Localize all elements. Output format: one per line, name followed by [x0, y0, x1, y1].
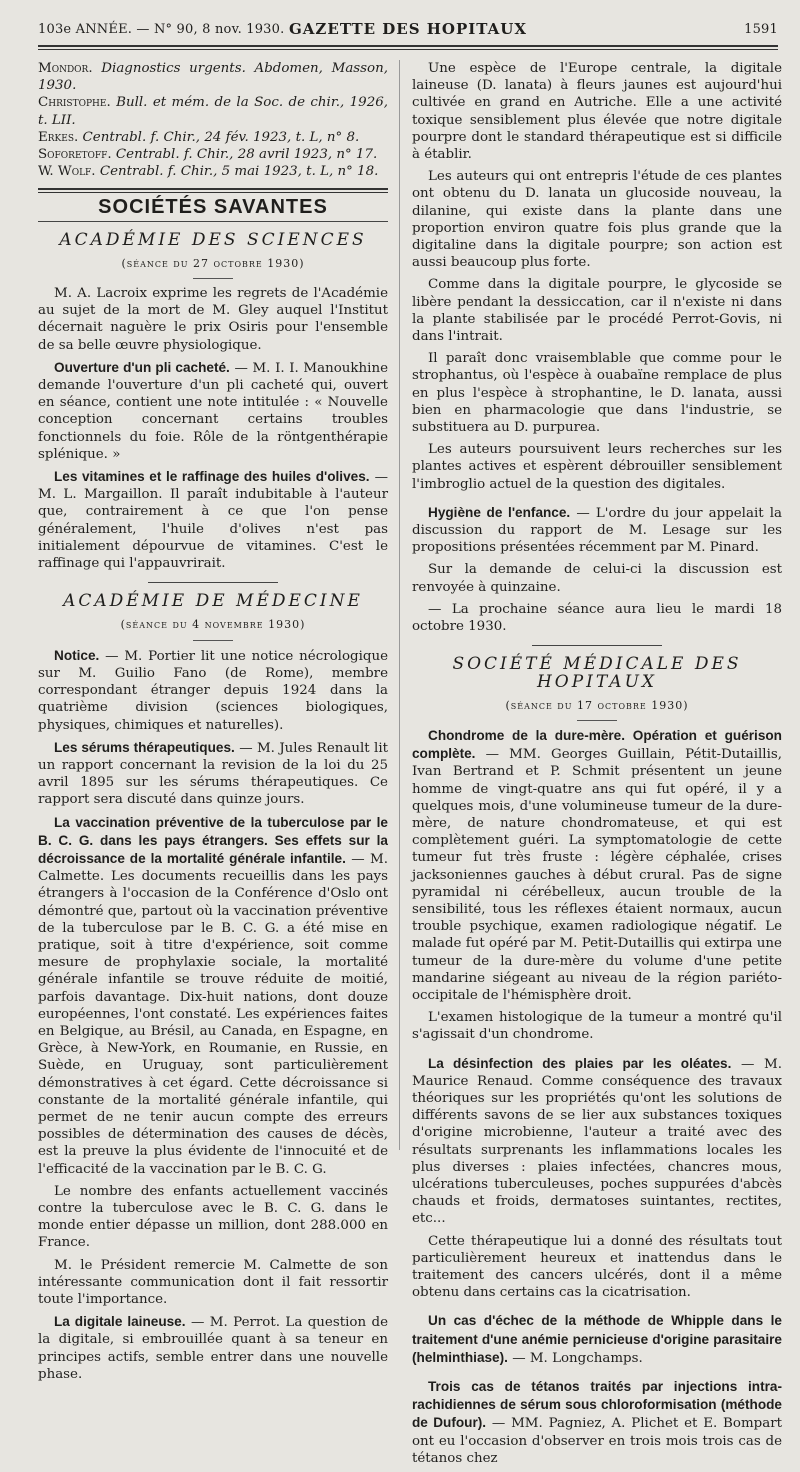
ref-author: Erkes.: [38, 129, 79, 145]
section-title-soc-med: SOCIÉTÉ MÉDICALE DES HOPITAUX: [452, 654, 742, 692]
paragraph-body: — L'ordre du jour appelait la discussion du rapport de M. Lesage sur les propositions présentées récemment par M. Pinard.: [412, 505, 783, 556]
paragraph-lead: La désinfection des plaies par les oléates.: [428, 1055, 732, 1071]
paragraph: Sur la demande de celui-ci la discussion est renvoyée à quinzaine.: [412, 562, 782, 595]
ref-author: Christophe.: [38, 95, 111, 111]
paragraph-lead: Notice.: [54, 647, 100, 663]
paragraph: [412, 727, 782, 1004]
reference-entry: [38, 129, 388, 146]
ref-author: W. Wolf.: [38, 164, 96, 180]
paragraph: [38, 814, 388, 1178]
paragraph: M. A. Lacroix exprime les regrets de l'Académie au sujet de la mort de M. Gley auquel l'Institut décernait naguère le prix Osiris pour l'ensemble de sa belle œuvre physiologique.: [38, 286, 388, 353]
paragraph: [412, 504, 782, 557]
section-rule: [148, 582, 278, 583]
paragraph: [38, 647, 388, 734]
left-column: [38, 60, 388, 1388]
seance-date: (séance du 27 octobre 1930): [121, 256, 305, 270]
short-rule: [577, 720, 617, 721]
column-divider: [399, 60, 400, 1150]
ref-author: Mondor.: [38, 61, 93, 76]
reference-entry: [38, 163, 388, 180]
ref-author: Soforetoff.: [38, 147, 112, 163]
page-number: 1591: [744, 22, 778, 37]
paragraph-lead: Un cas d'échec de la méthode de Whipple dans le traitement d'une anémie pernicieuse d'origine parasitaire (helminthiase).: [412, 1313, 782, 1365]
section-title-sciences: ACADÉMIE DES SCIENCES: [59, 229, 367, 250]
paragraph-lead: Ouverture d'un pli cacheté.: [54, 359, 230, 375]
paragraph: Les auteurs poursuivent leurs recherches sur les plantes actives et espèrent débrouiller sensiblement l'imbroglio actuel de la question des digitales.: [412, 442, 782, 492]
paragraph: [38, 468, 388, 572]
rubric-title: SOCIÉTÉS SAVANTES: [98, 196, 328, 219]
paragraph-body: — M. I. I. Manoukhine demande l'ouverture d'un pli cacheté qui, ouvert en séance, contient une note intitulée : « Nouvelle conception concernant certains troubles fonctionnels du foie. Rôle de la röntgenthérapie splénique. »: [38, 360, 388, 462]
paragraph: Cette thérapeutique lui a donné des résultats tout particulièrement heureux et inattendus dans le traitement des cancers ulcérés, dont il a même obtenu dans certains cas la cicatrisation.: [412, 1233, 782, 1301]
paragraph-body: — M. L. Margaillon. Il paraît indubitable à l'auteur que, contrairement à ce que l'on pense généralement, l'huile d'olives n'est pas initialement dépourvue de vitamines. C'est le raffinage qui l'appauvrirait.: [38, 470, 388, 572]
short-rule: [193, 278, 233, 279]
ref-source: Centrabl. f. Chir., 24 fév. 1923, t. L, n° 8.: [82, 129, 360, 145]
section-rule: [38, 188, 388, 193]
paragraph-body: — M. Longchamps.: [507, 1350, 643, 1366]
paragraph: Le nombre des enfants actuellement vaccinés contre la tuberculose avec le B. C. G. dans le monde entier dépasse un million, dont 288.000 en France.: [38, 1183, 388, 1251]
paragraph-body: — MM. Pagniez, A. Plichet et E. Bompart ont eu l'occasion d'observer en trois mois trois cas de tétanos chez: [412, 1416, 782, 1466]
journal-title: GAZETTE DES HOPITAUX: [288, 20, 527, 38]
paragraph: Une espèce de l'Europe centrale, la digitale laineuse (D. lanata) à fleurs jaunes est aujourd'hui cultivée en grand en Autriche. Elle a une activité toxique sensiblement plus élevée que notre digitale pourpre dont le standard thérapeutique est si difficile à établir.: [412, 61, 782, 163]
paragraph: Les auteurs qui ont entrepris l'étude de ces plantes ont obtenu du D. lanata un glucoside nouveau, la dilanine, qui existe dans la plante dans une proportion environ quatre fois plus grande que la digitaline dans la digitale pourpre; son action est aussi beaucoup plus forte.: [412, 169, 782, 271]
paragraph: Il paraît donc vraisemblable que comme pour le strophantus, où l'espèce à ouabaïne remplace de plus en plus l'espèce à strophantine, le D. lanata, aussi bien en pharmacologie que dans l'industrie, se substituera au D. purpurea.: [412, 351, 782, 436]
seance-date: (séance du 17 octobre 1930): [505, 698, 689, 712]
header-rule: [38, 45, 778, 47]
paragraph-body: — M. Maurice Renaud. Comme conséquence des travaux théoriques sur les propriétés qu'ont les solutions de différents savons de se lier aux substances toxiques d'origine microbienne, l'auteur a traité avec des résultats surprenants les inflammations locales les plus diverses : plaies infectées, chancres mous, ulcérations tuberculeuses, poches suppurées d'abcès chauds et froids, dermatoses suintantes, rectites, etc...: [412, 1056, 783, 1227]
paragraph: [412, 1378, 782, 1467]
paragraph-lead: Les sérums thérapeutiques.: [54, 739, 235, 755]
paragraph-lead: Les vitamines et le raffinage des huiles d'olives.: [54, 469, 370, 485]
paragraph-lead: Hygiène de l'enfance.: [428, 504, 571, 520]
ref-source: Bull. et mém. de la Soc. de chir., 1926, t. LII.: [38, 95, 389, 128]
issue-info: 103e ANNÉE. — N° 90, 8 nov. 1930.: [38, 22, 285, 37]
paragraph-body: — M. Calmette. Les documents recueillis dans les pays étrangers à l'occasion de la Conférence d'Oslo ont démontré que, partout où la vaccination préventive de la tuberculose par le B. C. G. a été mise en pratique, soit à titre d'expérience, soit comme mesure de prophylaxie sociale, la mortalité générale infantile se trouve réduite de moitié, parfois davantage. Dix-huit nations, dont douze européennes, l'ont constaté. Les expériences faites en Belgique, au Brésil, au Canada, en Espagne, en Grèce, à New-York, en Roumanie, en Russie, en Suède, en Uruguay, sont particulièrement démonstratives à cet égard. Cette décroissance si constante de la mortalité générale infantile, qui permet de ne tenir aucun compte des erreurs possibles de détermination des causes de décès, est la preuve la plus évidente de l'innocuité et de l'efficacité de la vaccination par le B. C. G.: [38, 851, 388, 1177]
reference-entry: [38, 60, 388, 94]
paragraph-lead: Chondrome de la dure-mère. Opération et guérison complète.: [412, 727, 782, 762]
paragraph-body: — M. Jules Renault lit un rapport concernant la revision de la loi du 25 avril 1895 sur les sérums thérapeutiques. Ce rapport sera discuté dans quinze jours.: [38, 740, 388, 808]
paragraph-lead: La digitale laineuse.: [54, 1314, 186, 1330]
paragraph-body: — M. Perrot. La question de la digitale, si embrouillée quant à sa teneur en principes actifs, semble entrer dans une nouvelle phase.: [38, 1315, 388, 1382]
paragraph: [38, 739, 388, 809]
paragraph: [412, 1312, 782, 1367]
header-rule-thin: [38, 49, 778, 50]
paragraph-lead: La vaccination préventive de la tuberculose par le B. C. G. dans les pays étrangers. Ses effets sur la décroissance de la mortalité générale infantile.: [38, 814, 388, 866]
paragraph: [38, 1313, 388, 1383]
right-column: [412, 60, 782, 1472]
ref-source: Centrabl. f. Chir., 28 avril 1923, n° 17.: [115, 147, 378, 163]
rubric-rule: [38, 221, 388, 222]
short-rule: [193, 640, 233, 641]
paragraph: Comme dans la digitale pourpre, le glycoside se libère pendant la dessiccation, car il n'existe ni dans la plante stabilisée par le procédé Perrot-Govis, ni dans l'intrait.: [412, 277, 782, 345]
paragraph: — La prochaine séance aura lieu le mardi 18 octobre 1930.: [412, 601, 782, 635]
paragraph: L'examen histologique de la tumeur a montré qu'il s'agissait d'un chondrome.: [412, 1010, 782, 1043]
section-title-medecine: ACADÉMIE DE MÉDECINE: [63, 591, 363, 612]
paragraph-body: — M. Portier lit une notice nécrologique sur M. Guilio Fano (de Rome), membre correspondant étranger depuis 1924 dans la quatrième division (sciences biologiques, physiques, chimiques et naturelles).: [38, 648, 388, 733]
paragraph: [412, 1055, 782, 1228]
ref-source: Diagnostics urgents. Abdomen, Masson, 1930.: [38, 61, 388, 94]
paragraph-body: — MM. Georges Guillain, Pétit-Dutaillis, Ivan Bertrand et P. Schmit présentent un jeune homme de vingt-quatre ans qui fut opéré, il y a quelques mois, d'une volumineuse tumeur de la dure-mère, de nature chondromateuse, et qui est complètement guéri. La symptomatologie de cette tumeur fut très fruste : légère céphalée, crises jacksoniennes gauches à début crural. Pas de signe pyramidal ni cérébelleux, aucun trouble de la sensibilité, tous les réflexes étaient normaux, aucun trouble psychique, examen radiologique négatif. Le malade fut opéré par M. Petit-Dutaillis qui extirpa une tumeur de la dure-mère du volume d'une petite mandarine siégeant au niveau de la région pariéto-occipitale de l'hémisphère droit.: [412, 747, 782, 1003]
section-rule: [532, 645, 662, 646]
paragraph: [38, 359, 388, 463]
paragraph-lead: Trois cas de tétanos traités par injections intra-rachidiennes de sérum sous chloroformisation (méthode de Dufour).: [412, 1379, 782, 1431]
ref-source: Centrabl. f. Chir., 5 mai 1923, t. L, n° 18.: [99, 164, 379, 180]
reference-entry: [38, 94, 388, 128]
seance-date: (séance du 4 novembre 1930): [120, 618, 306, 632]
page-header: [38, 18, 778, 44]
paragraph: M. le Président remercie M. Calmette de son intéressante communication dont il fait ressortir toute l'importance.: [38, 1257, 388, 1307]
reference-entry: [38, 146, 388, 163]
